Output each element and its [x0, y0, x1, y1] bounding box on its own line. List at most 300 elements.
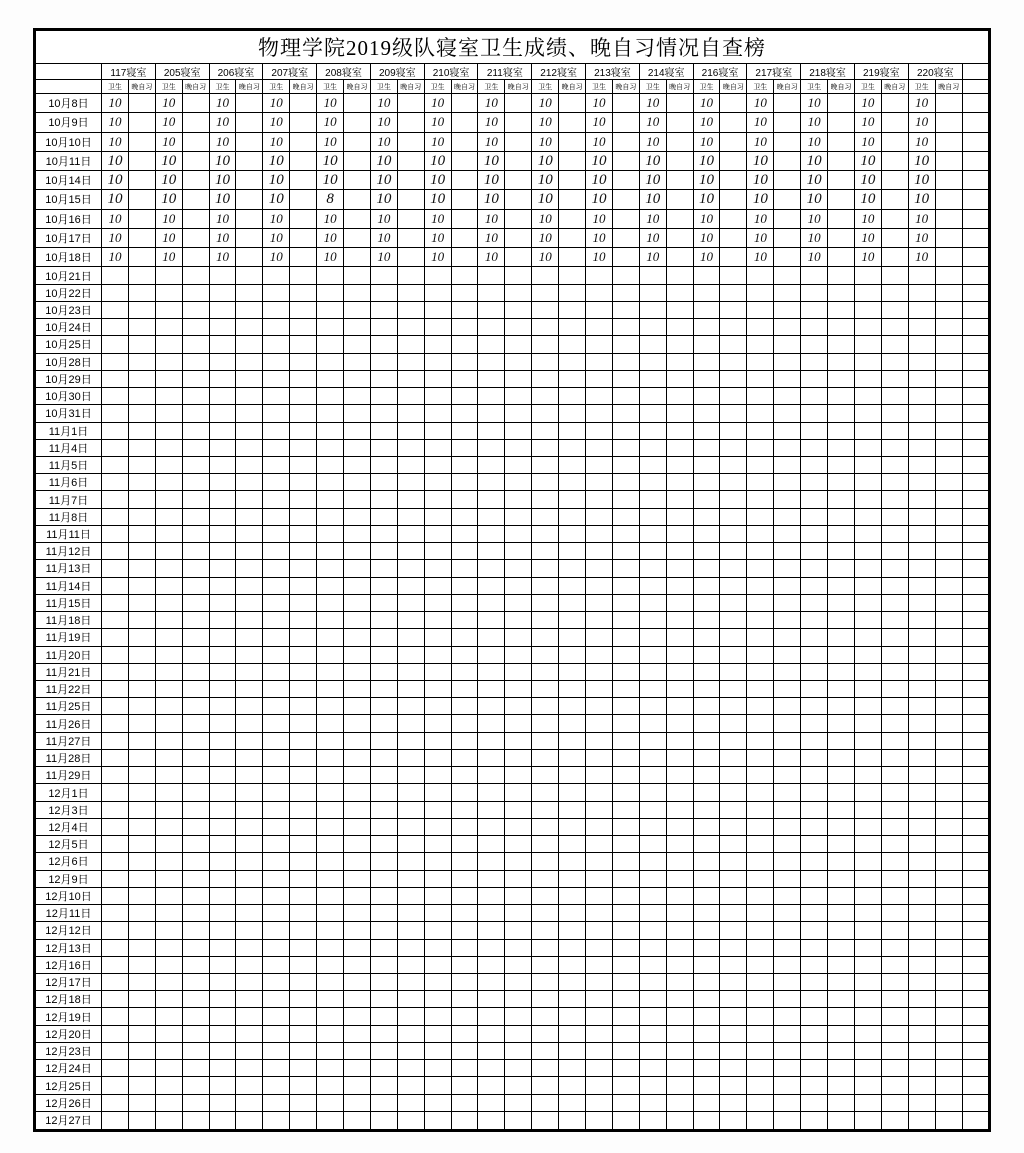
score-cell[interactable]	[182, 577, 209, 594]
score-cell[interactable]	[478, 284, 505, 301]
score-cell[interactable]	[451, 353, 478, 370]
score-cell[interactable]	[693, 905, 720, 922]
score-cell[interactable]	[801, 1077, 828, 1094]
score-cell[interactable]	[828, 319, 855, 336]
score-cell[interactable]	[290, 1060, 317, 1077]
score-cell[interactable]	[774, 836, 801, 853]
score-cell[interactable]	[209, 629, 236, 646]
score-cell[interactable]	[505, 905, 532, 922]
score-cell[interactable]	[263, 698, 290, 715]
score-cell[interactable]	[693, 439, 720, 456]
score-cell[interactable]	[344, 525, 371, 542]
score-cell[interactable]	[935, 594, 962, 611]
score-cell[interactable]	[155, 646, 182, 663]
score-cell[interactable]	[854, 228, 881, 247]
score-cell[interactable]	[290, 974, 317, 991]
score-cell[interactable]	[236, 939, 263, 956]
score-cell[interactable]	[801, 1008, 828, 1025]
score-cell[interactable]	[532, 956, 559, 973]
score-cell[interactable]	[935, 248, 962, 267]
score-cell[interactable]	[612, 336, 639, 353]
score-cell[interactable]	[344, 784, 371, 801]
score-cell[interactable]	[639, 853, 666, 870]
score-cell[interactable]	[559, 612, 586, 629]
score-cell[interactable]	[935, 991, 962, 1008]
score-cell[interactable]	[720, 974, 747, 991]
score-cell[interactable]	[155, 801, 182, 818]
score-cell[interactable]	[559, 1025, 586, 1042]
score-cell[interactable]	[747, 267, 774, 284]
score-cell[interactable]	[666, 284, 693, 301]
score-cell[interactable]	[505, 353, 532, 370]
score-cell[interactable]	[290, 887, 317, 904]
score-cell[interactable]	[720, 370, 747, 387]
score-cell[interactable]	[935, 267, 962, 284]
score-cell[interactable]	[854, 836, 881, 853]
score-cell[interactable]	[693, 248, 720, 267]
score-cell[interactable]	[290, 749, 317, 766]
score-cell[interactable]	[317, 319, 344, 336]
score-cell[interactable]	[102, 939, 129, 956]
score-cell[interactable]	[370, 698, 397, 715]
score-cell[interactable]	[209, 422, 236, 439]
score-cell[interactable]	[478, 577, 505, 594]
score-cell[interactable]	[128, 922, 155, 939]
score-cell[interactable]	[747, 646, 774, 663]
score-cell[interactable]	[128, 336, 155, 353]
score-cell[interactable]	[317, 405, 344, 422]
score-cell[interactable]	[344, 336, 371, 353]
score-cell[interactable]	[397, 749, 424, 766]
score-cell[interactable]	[586, 267, 613, 284]
score-cell[interactable]	[639, 132, 666, 151]
score-cell[interactable]	[908, 956, 935, 973]
score-cell[interactable]	[612, 1060, 639, 1077]
score-cell[interactable]	[317, 939, 344, 956]
score-cell[interactable]	[236, 388, 263, 405]
score-cell[interactable]	[290, 190, 317, 209]
score-cell[interactable]	[209, 525, 236, 542]
score-cell[interactable]	[639, 301, 666, 318]
score-cell[interactable]	[182, 284, 209, 301]
score-cell[interactable]	[559, 939, 586, 956]
score-cell[interactable]	[693, 939, 720, 956]
score-cell[interactable]	[317, 1008, 344, 1025]
score-cell[interactable]	[612, 1042, 639, 1059]
score-cell[interactable]	[424, 698, 451, 715]
score-cell[interactable]	[586, 94, 613, 113]
score-cell[interactable]	[908, 853, 935, 870]
score-cell[interactable]	[828, 209, 855, 228]
score-cell[interactable]	[263, 353, 290, 370]
score-cell[interactable]	[182, 1094, 209, 1111]
score-cell[interactable]	[881, 543, 908, 560]
score-cell[interactable]	[102, 508, 129, 525]
score-cell[interactable]	[397, 818, 424, 835]
score-cell[interactable]	[155, 629, 182, 646]
score-cell[interactable]	[209, 974, 236, 991]
score-cell[interactable]	[935, 1111, 962, 1129]
score-cell[interactable]	[693, 974, 720, 991]
score-cell[interactable]	[666, 1094, 693, 1111]
score-cell[interactable]	[317, 171, 344, 190]
score-cell[interactable]	[774, 749, 801, 766]
score-cell[interactable]	[828, 646, 855, 663]
score-cell[interactable]	[451, 491, 478, 508]
score-cell[interactable]	[397, 905, 424, 922]
score-cell[interactable]	[559, 151, 586, 170]
score-cell[interactable]	[908, 1111, 935, 1129]
score-cell[interactable]	[881, 456, 908, 473]
score-cell[interactable]	[747, 577, 774, 594]
score-cell[interactable]	[505, 922, 532, 939]
score-cell[interactable]	[828, 1111, 855, 1129]
score-cell[interactable]	[639, 560, 666, 577]
score-cell[interactable]	[344, 171, 371, 190]
score-cell[interactable]	[881, 132, 908, 151]
score-cell[interactable]	[424, 422, 451, 439]
score-cell[interactable]	[747, 698, 774, 715]
score-cell[interactable]	[854, 405, 881, 422]
score-cell[interactable]	[881, 113, 908, 132]
score-cell[interactable]	[532, 113, 559, 132]
score-cell[interactable]	[854, 784, 881, 801]
score-cell[interactable]	[397, 388, 424, 405]
score-cell[interactable]	[559, 284, 586, 301]
score-cell[interactable]	[128, 284, 155, 301]
score-cell[interactable]	[720, 1094, 747, 1111]
score-cell[interactable]	[155, 370, 182, 387]
score-cell[interactable]	[881, 732, 908, 749]
score-cell[interactable]	[344, 1111, 371, 1129]
score-cell[interactable]	[478, 732, 505, 749]
score-cell[interactable]	[854, 474, 881, 491]
score-cell[interactable]	[639, 1042, 666, 1059]
score-cell[interactable]	[532, 209, 559, 228]
score-cell[interactable]	[612, 474, 639, 491]
score-cell[interactable]	[559, 698, 586, 715]
score-cell[interactable]	[586, 209, 613, 228]
score-cell[interactable]	[478, 370, 505, 387]
score-cell[interactable]	[828, 818, 855, 835]
score-cell[interactable]	[344, 132, 371, 151]
score-cell[interactable]	[344, 439, 371, 456]
score-cell[interactable]	[828, 663, 855, 680]
score-cell[interactable]	[263, 267, 290, 284]
score-cell[interactable]	[397, 1025, 424, 1042]
score-cell[interactable]	[828, 113, 855, 132]
score-cell[interactable]	[155, 663, 182, 680]
score-cell[interactable]	[586, 974, 613, 991]
score-cell[interactable]	[236, 1077, 263, 1094]
score-cell[interactable]	[693, 870, 720, 887]
score-cell[interactable]	[586, 663, 613, 680]
score-cell[interactable]	[397, 171, 424, 190]
score-cell[interactable]	[478, 646, 505, 663]
score-cell[interactable]	[370, 301, 397, 318]
score-cell[interactable]	[236, 284, 263, 301]
score-cell[interactable]	[370, 456, 397, 473]
score-cell[interactable]	[586, 560, 613, 577]
score-cell[interactable]	[155, 1094, 182, 1111]
score-cell[interactable]	[209, 284, 236, 301]
score-cell[interactable]	[155, 228, 182, 247]
score-cell[interactable]	[666, 132, 693, 151]
score-cell[interactable]	[263, 284, 290, 301]
score-cell[interactable]	[478, 974, 505, 991]
score-cell[interactable]	[209, 439, 236, 456]
score-cell[interactable]	[505, 767, 532, 784]
score-cell[interactable]	[801, 887, 828, 904]
score-cell[interactable]	[801, 151, 828, 170]
score-cell[interactable]	[370, 113, 397, 132]
score-cell[interactable]	[854, 336, 881, 353]
score-cell[interactable]	[639, 1025, 666, 1042]
score-cell[interactable]	[236, 190, 263, 209]
score-cell[interactable]	[236, 474, 263, 491]
score-cell[interactable]	[397, 209, 424, 228]
score-cell[interactable]	[532, 905, 559, 922]
score-cell[interactable]	[155, 151, 182, 170]
score-cell[interactable]	[532, 267, 559, 284]
score-cell[interactable]	[801, 818, 828, 835]
score-cell[interactable]	[209, 853, 236, 870]
score-cell[interactable]	[317, 474, 344, 491]
score-cell[interactable]	[639, 887, 666, 904]
score-cell[interactable]	[155, 698, 182, 715]
score-cell[interactable]	[263, 732, 290, 749]
score-cell[interactable]	[155, 336, 182, 353]
score-cell[interactable]	[854, 319, 881, 336]
score-cell[interactable]	[451, 525, 478, 542]
score-cell[interactable]	[344, 1060, 371, 1077]
score-cell[interactable]	[128, 171, 155, 190]
score-cell[interactable]	[505, 870, 532, 887]
score-cell[interactable]	[263, 1025, 290, 1042]
score-cell[interactable]	[881, 698, 908, 715]
score-cell[interactable]	[128, 1025, 155, 1042]
score-cell[interactable]	[935, 732, 962, 749]
score-cell[interactable]	[854, 974, 881, 991]
score-cell[interactable]	[747, 749, 774, 766]
score-cell[interactable]	[747, 594, 774, 611]
score-cell[interactable]	[666, 577, 693, 594]
score-cell[interactable]	[263, 612, 290, 629]
score-cell[interactable]	[102, 560, 129, 577]
score-cell[interactable]	[155, 132, 182, 151]
score-cell[interactable]	[586, 113, 613, 132]
score-cell[interactable]	[236, 319, 263, 336]
score-cell[interactable]	[451, 629, 478, 646]
score-cell[interactable]	[424, 456, 451, 473]
score-cell[interactable]	[102, 190, 129, 209]
score-cell[interactable]	[451, 663, 478, 680]
score-cell[interactable]	[720, 1077, 747, 1094]
score-cell[interactable]	[559, 190, 586, 209]
score-cell[interactable]	[854, 715, 881, 732]
score-cell[interactable]	[209, 612, 236, 629]
score-cell[interactable]	[478, 353, 505, 370]
score-cell[interactable]	[559, 663, 586, 680]
score-cell[interactable]	[935, 113, 962, 132]
score-cell[interactable]	[397, 732, 424, 749]
score-cell[interactable]	[881, 151, 908, 170]
score-cell[interactable]	[935, 132, 962, 151]
score-cell[interactable]	[828, 870, 855, 887]
score-cell[interactable]	[881, 284, 908, 301]
score-cell[interactable]	[424, 715, 451, 732]
score-cell[interactable]	[128, 853, 155, 870]
score-cell[interactable]	[290, 353, 317, 370]
score-cell[interactable]	[693, 132, 720, 151]
score-cell[interactable]	[935, 887, 962, 904]
score-cell[interactable]	[317, 749, 344, 766]
score-cell[interactable]	[828, 767, 855, 784]
score-cell[interactable]	[586, 956, 613, 973]
score-cell[interactable]	[424, 132, 451, 151]
score-cell[interactable]	[397, 663, 424, 680]
score-cell[interactable]	[102, 1077, 129, 1094]
score-cell[interactable]	[639, 784, 666, 801]
score-cell[interactable]	[478, 663, 505, 680]
score-cell[interactable]	[612, 319, 639, 336]
score-cell[interactable]	[478, 94, 505, 113]
score-cell[interactable]	[854, 353, 881, 370]
score-cell[interactable]	[478, 870, 505, 887]
score-cell[interactable]	[639, 956, 666, 973]
score-cell[interactable]	[747, 1077, 774, 1094]
score-cell[interactable]	[801, 491, 828, 508]
score-cell[interactable]	[182, 836, 209, 853]
score-cell[interactable]	[881, 301, 908, 318]
score-cell[interactable]	[854, 94, 881, 113]
score-cell[interactable]	[236, 171, 263, 190]
score-cell[interactable]	[908, 439, 935, 456]
score-cell[interactable]	[424, 171, 451, 190]
score-cell[interactable]	[397, 94, 424, 113]
score-cell[interactable]	[370, 1111, 397, 1129]
score-cell[interactable]	[505, 508, 532, 525]
score-cell[interactable]	[263, 508, 290, 525]
score-cell[interactable]	[935, 508, 962, 525]
score-cell[interactable]	[612, 543, 639, 560]
score-cell[interactable]	[505, 749, 532, 766]
score-cell[interactable]	[935, 715, 962, 732]
score-cell[interactable]	[424, 151, 451, 170]
score-cell[interactable]	[370, 1094, 397, 1111]
score-cell[interactable]	[801, 663, 828, 680]
score-cell[interactable]	[908, 922, 935, 939]
score-cell[interactable]	[290, 525, 317, 542]
score-cell[interactable]	[397, 301, 424, 318]
score-cell[interactable]	[612, 151, 639, 170]
score-cell[interactable]	[639, 663, 666, 680]
score-cell[interactable]	[828, 439, 855, 456]
score-cell[interactable]	[774, 370, 801, 387]
score-cell[interactable]	[478, 439, 505, 456]
score-cell[interactable]	[317, 190, 344, 209]
score-cell[interactable]	[666, 853, 693, 870]
score-cell[interactable]	[236, 715, 263, 732]
score-cell[interactable]	[774, 577, 801, 594]
score-cell[interactable]	[854, 612, 881, 629]
score-cell[interactable]	[155, 388, 182, 405]
score-cell[interactable]	[828, 405, 855, 422]
score-cell[interactable]	[935, 525, 962, 542]
score-cell[interactable]	[612, 508, 639, 525]
score-cell[interactable]	[666, 525, 693, 542]
score-cell[interactable]	[505, 887, 532, 904]
score-cell[interactable]	[801, 336, 828, 353]
score-cell[interactable]	[451, 767, 478, 784]
score-cell[interactable]	[854, 922, 881, 939]
score-cell[interactable]	[801, 1060, 828, 1077]
score-cell[interactable]	[881, 749, 908, 766]
score-cell[interactable]	[881, 1025, 908, 1042]
score-cell[interactable]	[693, 543, 720, 560]
score-cell[interactable]	[370, 508, 397, 525]
score-cell[interactable]	[639, 439, 666, 456]
score-cell[interactable]	[344, 801, 371, 818]
score-cell[interactable]	[828, 301, 855, 318]
score-cell[interactable]	[209, 209, 236, 228]
score-cell[interactable]	[666, 1042, 693, 1059]
score-cell[interactable]	[639, 209, 666, 228]
score-cell[interactable]	[263, 905, 290, 922]
score-cell[interactable]	[666, 151, 693, 170]
score-cell[interactable]	[559, 836, 586, 853]
score-cell[interactable]	[908, 715, 935, 732]
score-cell[interactable]	[102, 577, 129, 594]
score-cell[interactable]	[478, 248, 505, 267]
score-cell[interactable]	[290, 715, 317, 732]
score-cell[interactable]	[344, 456, 371, 473]
score-cell[interactable]	[290, 1111, 317, 1129]
score-cell[interactable]	[908, 456, 935, 473]
score-cell[interactable]	[102, 474, 129, 491]
score-cell[interactable]	[263, 577, 290, 594]
score-cell[interactable]	[666, 629, 693, 646]
score-cell[interactable]	[397, 113, 424, 132]
score-cell[interactable]	[935, 439, 962, 456]
score-cell[interactable]	[424, 887, 451, 904]
score-cell[interactable]	[559, 629, 586, 646]
score-cell[interactable]	[451, 508, 478, 525]
score-cell[interactable]	[370, 209, 397, 228]
score-cell[interactable]	[236, 956, 263, 973]
score-cell[interactable]	[908, 887, 935, 904]
score-cell[interactable]	[801, 190, 828, 209]
score-cell[interactable]	[908, 612, 935, 629]
score-cell[interactable]	[586, 698, 613, 715]
score-cell[interactable]	[370, 801, 397, 818]
score-cell[interactable]	[128, 681, 155, 698]
score-cell[interactable]	[155, 319, 182, 336]
score-cell[interactable]	[612, 1077, 639, 1094]
score-cell[interactable]	[451, 870, 478, 887]
score-cell[interactable]	[881, 577, 908, 594]
score-cell[interactable]	[182, 870, 209, 887]
score-cell[interactable]	[828, 151, 855, 170]
score-cell[interactable]	[828, 594, 855, 611]
score-cell[interactable]	[639, 284, 666, 301]
score-cell[interactable]	[263, 681, 290, 698]
score-cell[interactable]	[290, 594, 317, 611]
score-cell[interactable]	[344, 319, 371, 336]
score-cell[interactable]	[908, 508, 935, 525]
score-cell[interactable]	[344, 887, 371, 904]
score-cell[interactable]	[774, 698, 801, 715]
